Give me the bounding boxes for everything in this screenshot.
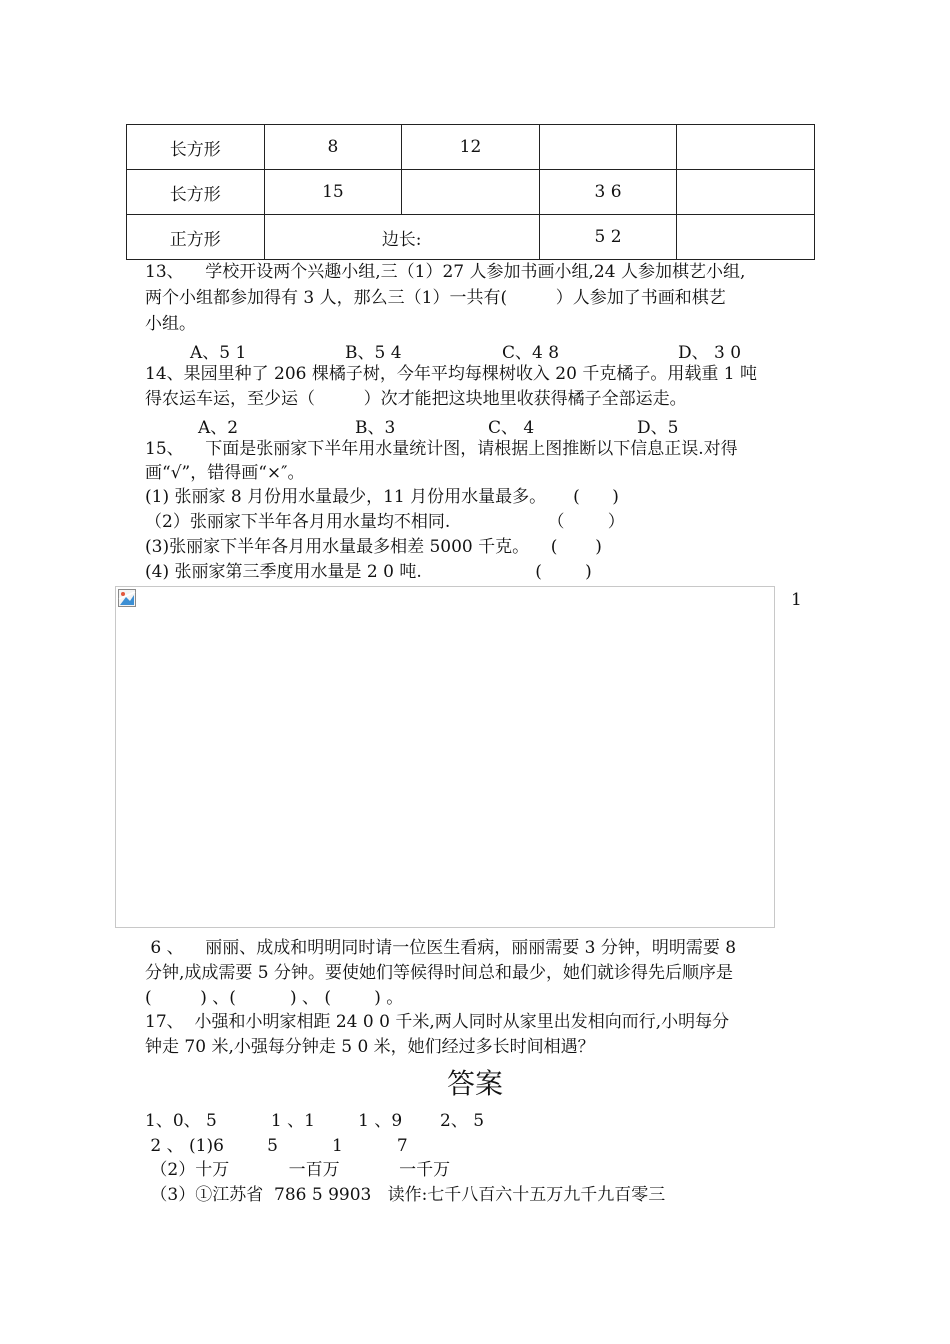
q14-option-c: C、 4 <box>488 418 535 438</box>
q13-option-d: D、 3 0 <box>678 343 742 363</box>
q15-line: 15、 下面是张丽家下半年用水量统计图，请根据上图推断以下信息正误.对得 <box>145 439 738 459</box>
q15-line: 画“√”，错得画“×″。 <box>145 463 305 483</box>
table-cell: 长方形 <box>127 170 265 215</box>
q15-item: (3)张丽家下半年各月用水量最多相差 5000 千克。 ( ) <box>145 537 602 557</box>
answer-line: （2）十万 一百万 一千万 <box>145 1160 451 1180</box>
q14-option-b: B、3 <box>355 418 396 438</box>
q15-item: （2）张丽家下半年各月用水量均不相同. （ ） <box>145 512 625 532</box>
q15-item: (4) 张丽家第三季度用水量是 2 0 吨. ( ) <box>145 562 592 582</box>
q14-option-d: D、5 <box>637 418 679 438</box>
q13-option-a: A、5 1 <box>190 343 247 363</box>
broken-image-icon <box>118 589 136 607</box>
q13-option-b: B、5 4 <box>345 343 402 363</box>
table-row <box>127 125 815 170</box>
table-cell <box>677 215 815 260</box>
answers-title: 答案 <box>446 1067 503 1100</box>
table-cell <box>539 125 677 170</box>
answer-line: （3）①江苏省 786 5 9903 读作:七千八百六十五万九千九百零三 <box>145 1185 666 1205</box>
table-cell: 12 <box>402 125 540 170</box>
q13-line: 两个小组都参加得有 3 人，那么三（1）一共有( ）人参加了书画和棋艺 <box>145 288 726 308</box>
shape-table <box>126 124 815 260</box>
table-row <box>127 215 815 260</box>
q14-line: 14、果园里种了 206 棵橘子树，今年平均每棵树收入 20 千克橘子。用载重 1 吨 <box>145 364 757 384</box>
water-usage-chart-placeholder <box>115 586 775 928</box>
q13-line: 13、 学校开设两个兴趣小组,三（1）27 人参加书画小组,24 人参加棋艺小组, <box>145 262 746 282</box>
q15-item: (1) 张丽家 8 月份用水量最少，11 月份用水量最多。 ( ) <box>145 487 619 507</box>
q13-option-c: C、4 8 <box>502 343 560 363</box>
q16-line: ( ) 、( ) 、 ( ) 。 <box>145 988 404 1008</box>
q17-line: 钟走 70 米,小强每分钟走 5 0 米，她们经过多长时间相遇？ <box>145 1037 595 1057</box>
q17-line: 17、 小强和小明家相距 24 0 0 千米,两人同时从家里出发相向而行,小明每分 <box>145 1012 730 1032</box>
table-cell: 3 6 <box>539 170 677 215</box>
table-cell: 8 <box>264 125 402 170</box>
q16-line: 6 、 丽丽、成成和明明同时请一位医生看病，丽丽需要 3 分钟，明明需要 8 <box>145 938 737 958</box>
answer-line: 1、0、 5 1 、1 1 、9 2、 5 <box>145 1111 485 1131</box>
table-cell: 正方形 <box>127 215 265 260</box>
q16-line: 分钟,成成需要 5 分钟。要使她们等候得时间总和最少，她们就诊得先后顺序是 <box>145 963 734 983</box>
table-cell: 长方形 <box>127 125 265 170</box>
table-cell <box>402 170 540 215</box>
answer-line: 2 、 (1)6 5 1 7 <box>145 1136 408 1156</box>
q13-line: 小组。 <box>145 314 196 334</box>
table-cell <box>677 125 815 170</box>
table-row <box>127 170 815 215</box>
q14-line: 得农运车运，至少运（ ）次才能把这块地里收获得橘子全部运走。 <box>145 389 687 409</box>
table-cell: 5 2 <box>539 215 677 260</box>
table-cell: 15 <box>264 170 402 215</box>
table-cell: 边长: <box>264 215 539 260</box>
side-number: 1 <box>791 590 802 610</box>
table-cell <box>677 170 815 215</box>
q14-option-a: A、2 <box>198 418 239 438</box>
